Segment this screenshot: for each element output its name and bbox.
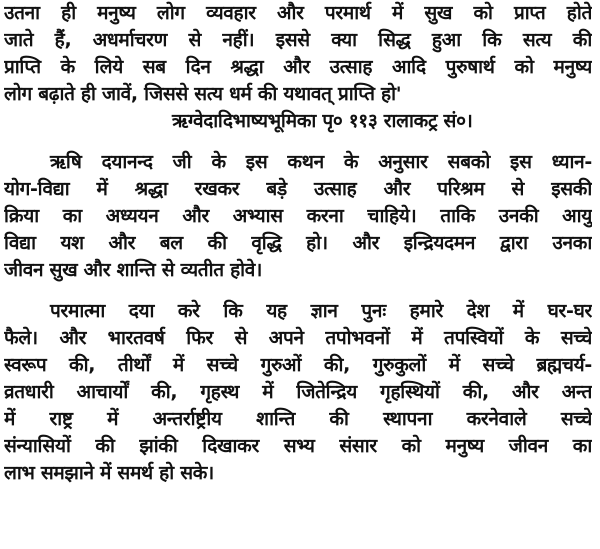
paragraph-rishi-dayanand: [4, 149, 592, 284]
text-line: संन्यासियों की झांकी दिखाकर सभ्य संसार को मनुष्य जीवन का: [4, 435, 592, 457]
paragraph-paramatma: [4, 298, 592, 487]
text-line: प्राप्ति के लिये सब दिन श्रद्धा और उत्साह आदि पुरुषार्थ को मनुष्य: [4, 56, 592, 78]
text-line: उतना ही मनुष्य लोग व्यवहार और परमार्थ में सुख को प्राप्त होते: [4, 2, 592, 24]
text-line: स्वरूप की, तीर्थों में सच्चे गुरुओं की, गुरुकुलों में सच्चे ब्रह्मचर्य-: [4, 354, 592, 376]
paragraph-gap: [4, 135, 592, 149]
text-line: लाभ समझाने में समर्थ हो सके।: [4, 462, 214, 484]
text-line: लोग बढ़ाते ही जावें, जिससे सत्य धर्म की यथावत् प्राप्ति हो': [4, 83, 402, 105]
text-line: में राष्ट्र में अन्तर्राष्ट्रीय शान्ति की स्थापना करनेवाले सच्चे: [4, 408, 592, 430]
text-line: परमात्मा दया करे कि यह ज्ञान पुनः हमारे देश में घर-घर: [50, 300, 592, 322]
citation-line: ऋग्वेदादिभाष्यभूमिका पृ० ११३ रालाकट्र सं०।: [172, 110, 473, 132]
citation: [4, 108, 592, 135]
text-line: योग-विद्या में श्रद्धा रखकर बड़े उत्साह और परिश्रम से इसकी: [4, 178, 592, 200]
text-line: ऋषि दयानन्द जी के इस कथन के अनुसार सबको इस ध्यान-: [50, 151, 592, 173]
text-line: व्रतधारी आचार्यों की, गृहस्थ में जितेन्द्रिय गृहस्थियों की, और अन्त: [4, 381, 592, 403]
text-line: जाते हैं, अधर्माचरण से नहीं। इससे क्या सिद्ध हुआ कि सत्य की: [4, 29, 592, 51]
paragraph-quote-end: [4, 0, 592, 108]
text-line: विद्या यश और बल की वृद्धि हो। और इन्द्रियदमन द्वारा उनका: [4, 232, 592, 254]
text-line: फैले। और भारतवर्ष फिर से अपने तपोभवनों में तपस्वियों के सच्चे: [4, 327, 592, 349]
text-line: जीवन सुख और शान्ति से व्यतीत होवे।: [4, 259, 262, 281]
paragraph-gap: [4, 284, 592, 298]
text-line: क्रिया का अध्ययन और अभ्यास करना चाहिये। ताकि उनकी आयु: [4, 205, 592, 227]
